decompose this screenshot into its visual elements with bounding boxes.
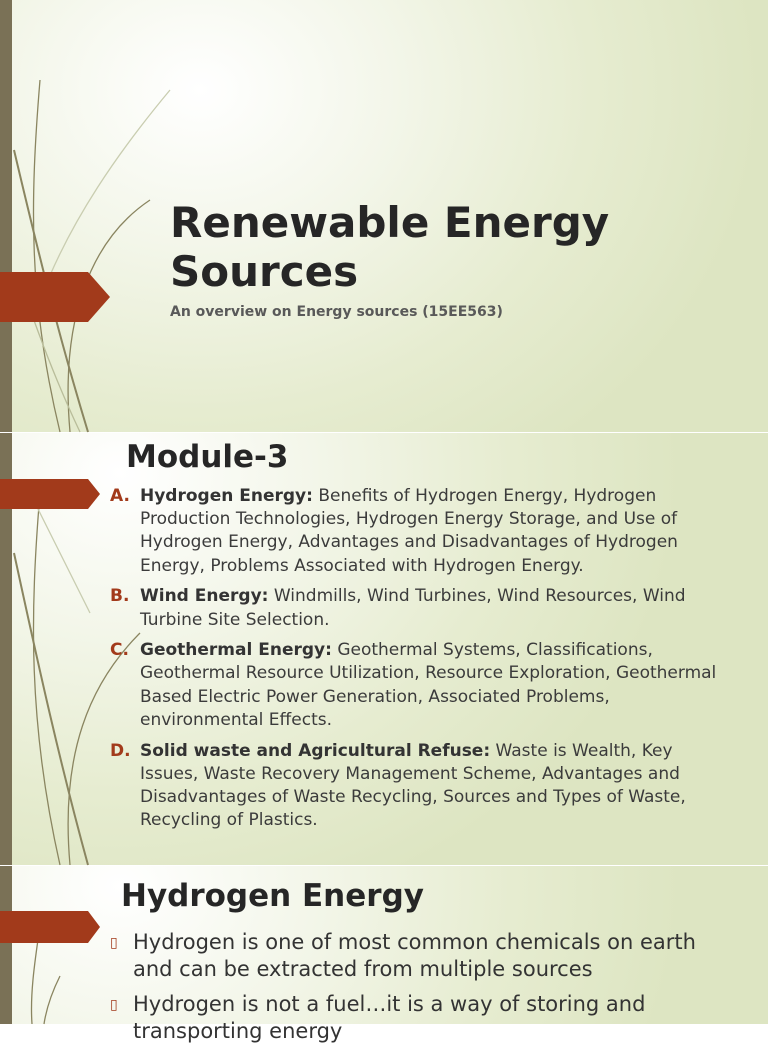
item-text: Waste is Wealth, Key Issues, Waste Recovery Management Scheme, Advantages and Disadvantages of Waste Recycling, Sources and Types of Waste, Recycling of Plastics. <box>140 740 686 831</box>
list-item <box>110 991 740 1044</box>
item-letter: B. <box>110 586 130 607</box>
list-item <box>110 639 730 732</box>
section-arrow-shape <box>0 479 100 509</box>
title-arrow-shape <box>0 272 110 322</box>
list-item <box>110 929 740 982</box>
list-item <box>110 485 730 578</box>
presentation-title: Renewable Energy Sources <box>170 198 610 296</box>
slide-heading: Module-3 <box>126 439 289 475</box>
list-item <box>110 585 730 631</box>
hydrogen-bullet-list <box>110 929 740 1053</box>
decorative-swirl-lines <box>0 0 180 432</box>
bullet-icon: ▯ <box>110 935 118 951</box>
presentation-subtitle: An overview on Energy sources (15EE563) <box>170 304 503 320</box>
item-text: Benefits of Hydrogen Energy, Hydrogen Production Technologies, Hydrogen Energy Storage, and Use of Hydrogen Energy, Advantages and Disadvantages of Hydrogen Energy, Problems Associated with Hydrogen Energy. <box>140 486 678 576</box>
item-heading: Wind Energy: <box>140 586 269 607</box>
item-text: Geothermal Systems, Classifications, Geothermal Resource Utilization, Resource Exploration, Geothermal Based Electric Power Generation, Associated Problems, environmental Effects. <box>140 640 717 730</box>
section-arrow-shape <box>0 911 100 943</box>
bullet-text: Hydrogen is not a fuel…it is a way of storing and transporting energy <box>133 992 646 1043</box>
item-heading: Hydrogen Energy: <box>140 486 313 506</box>
module-topic-list <box>110 485 730 840</box>
item-letter: A. <box>110 486 130 506</box>
slide-heading: Hydrogen Energy <box>121 878 424 914</box>
list-item <box>110 740 730 833</box>
item-letter: D. <box>110 740 131 761</box>
bullet-text: Hydrogen is one of most common chemicals on earth and can be extracted from multiple sources <box>133 930 696 981</box>
slide-title <box>0 0 768 432</box>
item-text: Windmills, Wind Turbines, Wind Resources, Wind Turbine Site Selection. <box>140 586 686 630</box>
slide-hydrogen-energy <box>0 866 768 1043</box>
item-heading: Geothermal Energy: <box>140 640 332 661</box>
slide-module-3 <box>0 433 768 865</box>
item-letter: C. <box>110 640 129 661</box>
item-heading: Solid waste and Agricultural Refuse: <box>140 740 491 761</box>
bullet-icon: ▯ <box>110 997 118 1013</box>
